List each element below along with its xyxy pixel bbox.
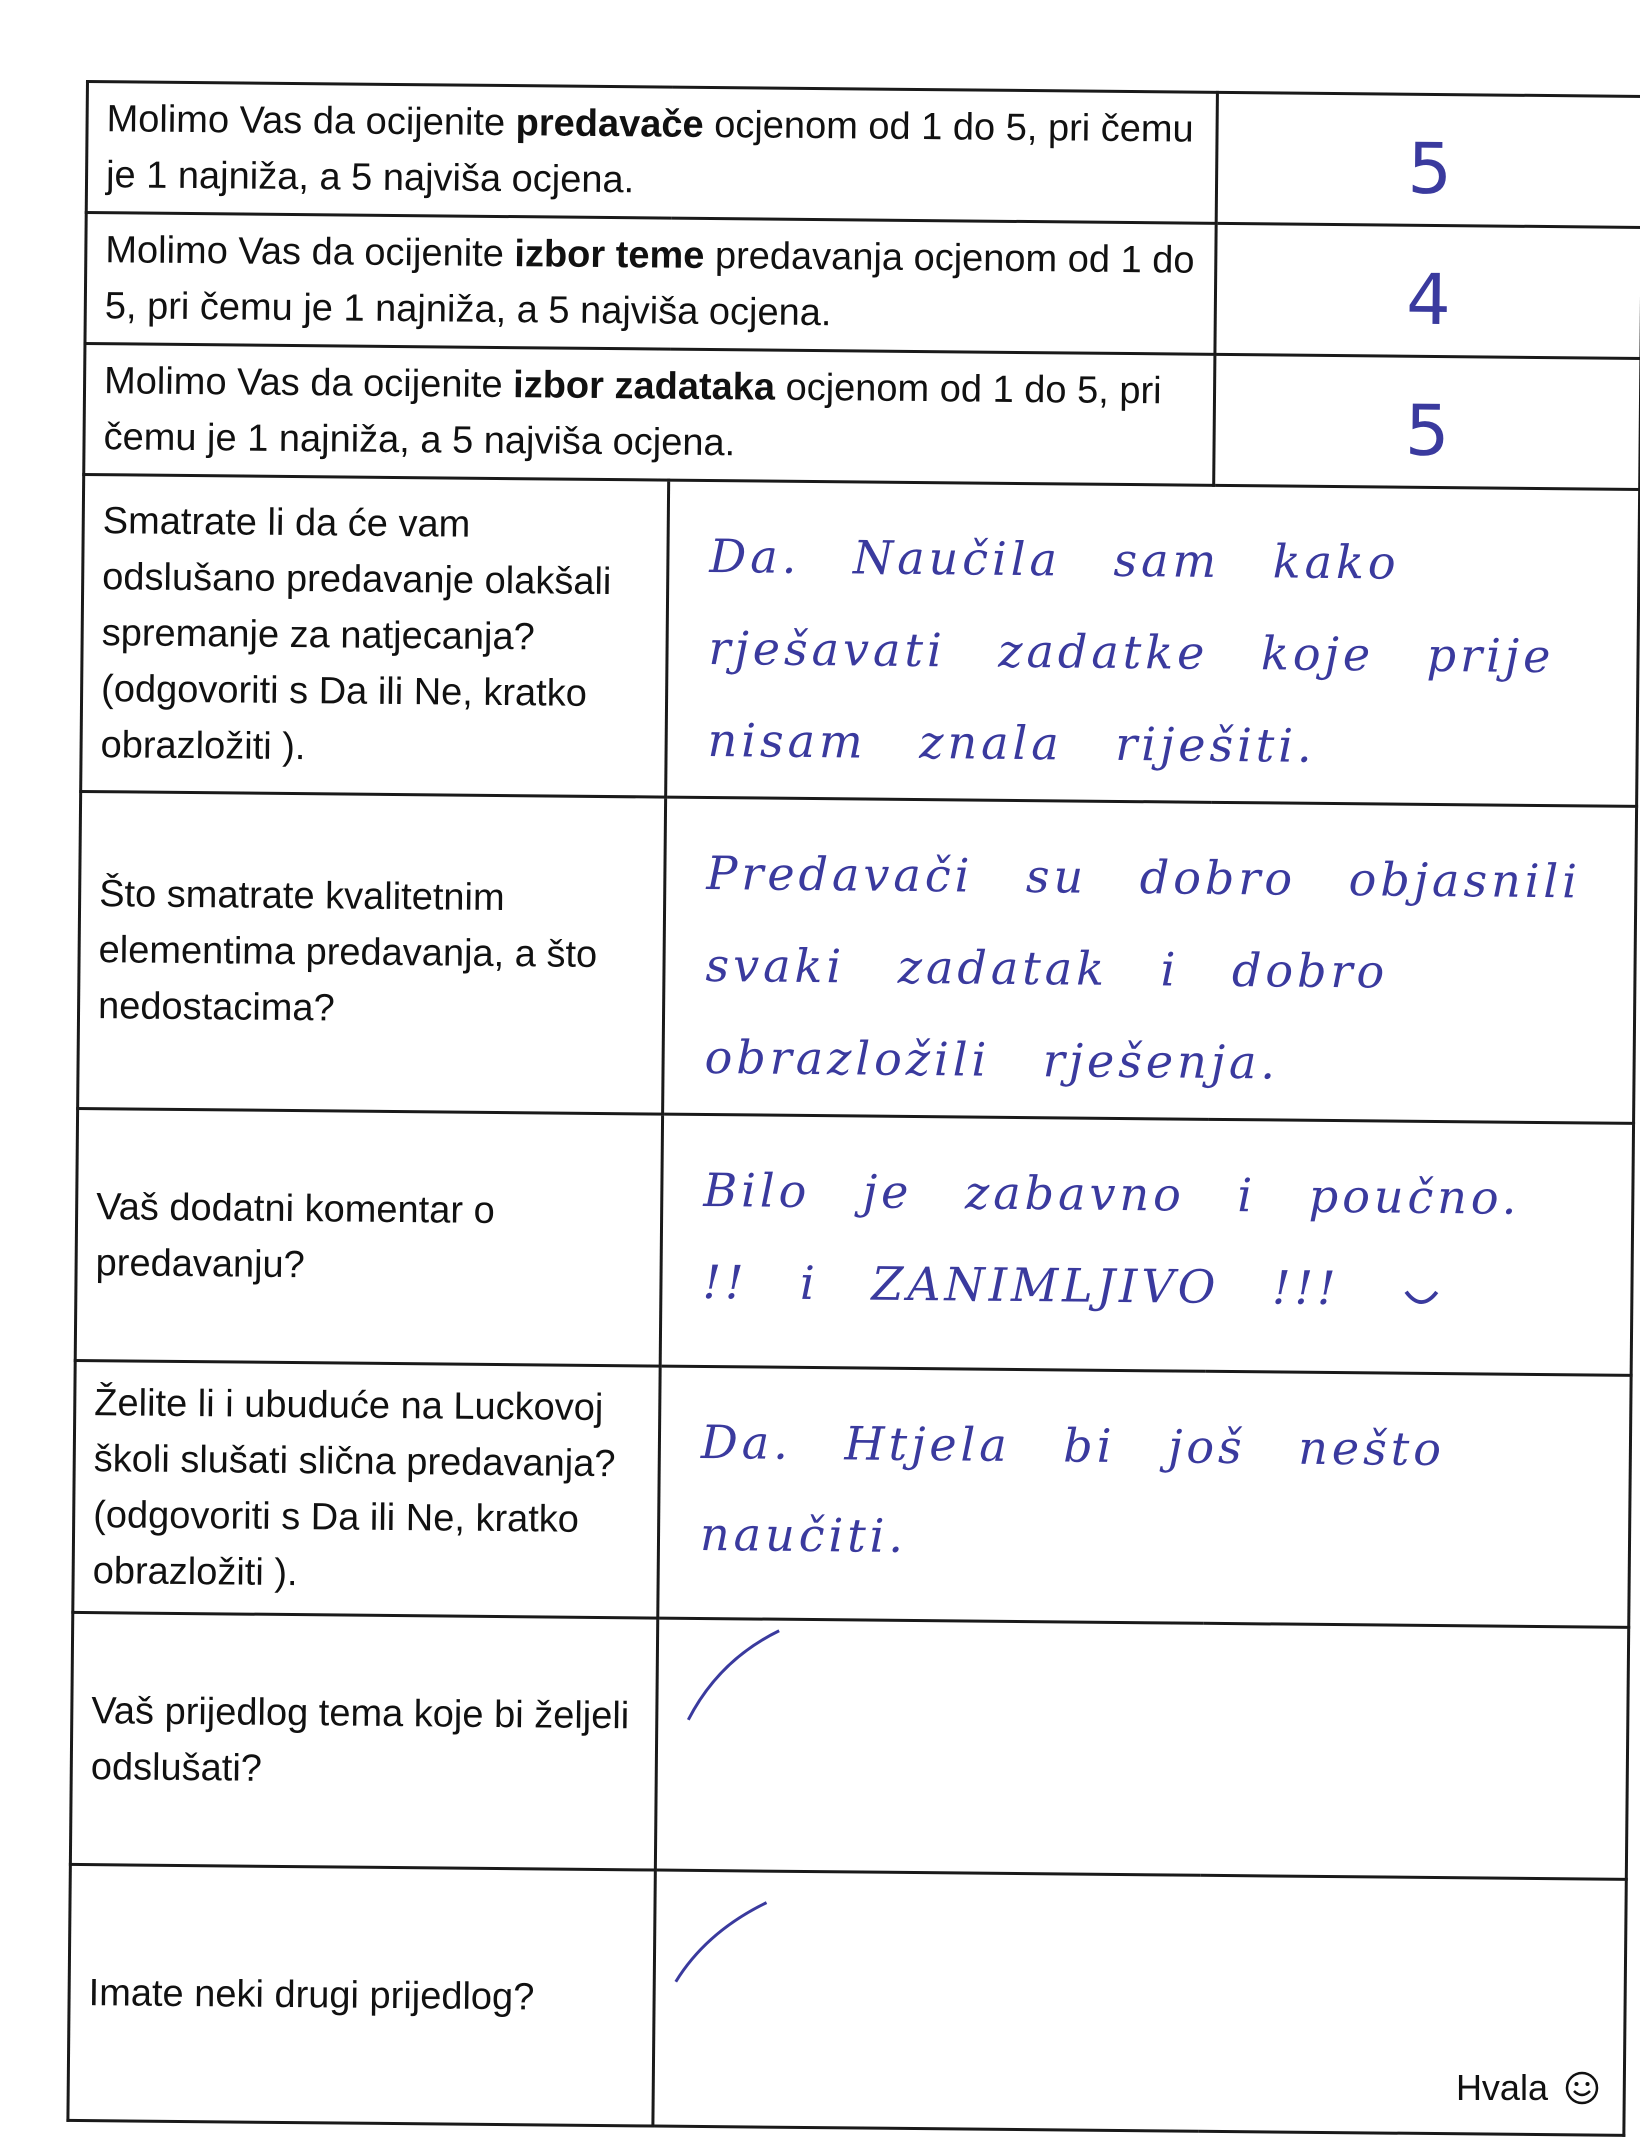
footer-thanks xyxy=(1456,2067,1600,2109)
smiley-icon xyxy=(1564,2070,1600,2106)
answer-lecturers: 5 xyxy=(1407,127,1453,211)
answer-tasks: 5 xyxy=(1404,389,1450,473)
answer-topic: 4 xyxy=(1405,258,1452,342)
question-tasks-bold: izbor zadataka xyxy=(512,364,776,409)
slash-stroke-icon xyxy=(658,1620,859,1742)
answer-topic-cell[interactable] xyxy=(1215,223,1640,358)
answer-comment-cell[interactable] xyxy=(660,1114,1633,1375)
answer-competition: Da. Naučila sam kako rješavati zadatke koje prije nisam znala riješiti. xyxy=(707,529,1555,773)
row-future xyxy=(73,1360,1631,1627)
smiley-icon xyxy=(1398,1269,1444,1315)
question-quality: Što smatrate kvalitetnim elementima predavanja, a što nedostacima? xyxy=(78,791,666,1114)
thanks-text: Hvala xyxy=(1455,2067,1548,2108)
question-competition: Smatrate li da će vam odslušano predavanje olakšali spremanje za natjecanja? (odgovoriti s Da ili Ne, kratko obrazložiti ). xyxy=(81,474,669,797)
question-topic: Molimo Vas da ocijenite izbor teme predavanja ocjenom od 1 do 5, pri čemu je 1 najniža, a 5 najviša ocjena. xyxy=(85,213,1216,355)
answer-future: Da. Htjela bi još nešto naučiti. xyxy=(699,1414,1446,1563)
question-future: Želite li i ubuduće na Luckovoj školi slušati slična predavanja? (odgovoriti s Da ili Ne, kratko obrazložiti ). xyxy=(73,1360,660,1618)
rating-row-topic xyxy=(85,213,1640,359)
row-competition xyxy=(81,474,1640,806)
rating-row-lecturers xyxy=(86,82,1640,228)
answer-competition-cell[interactable] xyxy=(666,480,1640,806)
row-topic-suggestion xyxy=(70,1612,1628,1879)
question-topic-suggestion: Vaš prijedlog tema koje bi željeli odslušati? xyxy=(70,1612,657,1870)
row-quality xyxy=(78,791,1637,1123)
answer-quality-cell[interactable] xyxy=(663,797,1637,1123)
answer-tasks-cell[interactable] xyxy=(1214,354,1640,489)
answer-topic-suggestion-cell[interactable] xyxy=(655,1618,1628,1879)
answer-lecturers-cell[interactable] xyxy=(1216,92,1640,227)
slash-stroke-icon xyxy=(656,1872,857,2004)
question-other-suggestion: Imate neki drugi prijedlog? xyxy=(68,1864,655,2126)
row-other-suggestion xyxy=(68,1864,1626,2135)
question-comment: Vaš dodatni komentar o predavanju? xyxy=(75,1108,662,1366)
question-topic-bold: izbor teme xyxy=(514,233,705,277)
answer-comment: Bilo je zabavno i poučno. !! i ZANIMLJIVO !!! xyxy=(702,1162,1521,1316)
feedback-form-table xyxy=(66,80,1640,2137)
question-lecturers: Molimo Vas da ocijenite predavače ocjenom od 1 do 5, pri čemu je 1 najniža, a 5 najviša ocjena. xyxy=(86,82,1217,224)
question-lecturers-bold: predavače xyxy=(515,102,704,146)
row-comment xyxy=(75,1108,1633,1375)
answer-future-cell[interactable] xyxy=(658,1366,1631,1627)
question-tasks: Molimo Vas da ocijenite izbor zadataka ocjenom od 1 do 5, pri čemu je 1 najniža, a 5 najviša ocjena. xyxy=(84,344,1215,486)
answer-quality: Predavači su dobro objasnili svaki zadatak i dobro obrazložili rješenja. xyxy=(704,845,1582,1090)
rating-row-tasks xyxy=(84,344,1640,490)
